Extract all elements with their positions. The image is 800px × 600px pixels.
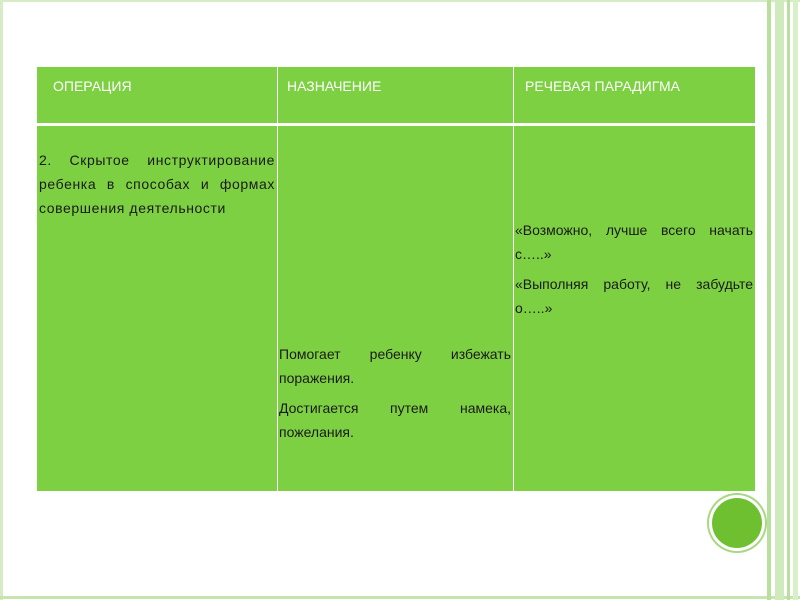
slide-stripe xyxy=(793,0,798,600)
slide-frame-bottom xyxy=(0,596,800,599)
cell-speech-paradigm xyxy=(515,218,753,326)
purpose-text-2: Достигается путем намека, пожелания. xyxy=(279,400,511,440)
header-speech-paradigm: РЕЧЕВАЯ ПАРАДИГМА xyxy=(525,78,680,94)
paradigm-text-1: «Возможно, лучше всего начать с…..» xyxy=(515,222,753,262)
paradigm-text-2: «Выполняя работу, не забудьте о…..» xyxy=(515,276,753,316)
slide-stripe xyxy=(775,0,784,600)
operation-text: 2. Скрытое инструктирование ребенка в способах и формах совершения деятельности xyxy=(39,152,275,216)
table-row xyxy=(37,126,755,491)
slide-stripe xyxy=(767,0,771,600)
header-operation: ОПЕРАЦИЯ xyxy=(53,78,132,94)
cell-purpose xyxy=(279,342,511,450)
operations-table xyxy=(37,67,755,491)
slide-frame-left xyxy=(0,0,3,600)
cell-operation xyxy=(39,148,275,226)
slide-frame-top xyxy=(0,0,800,2)
column-divider xyxy=(513,126,514,491)
column-divider xyxy=(277,126,278,491)
slide-stripe xyxy=(787,0,790,600)
header-purpose: НАЗНАЧЕНИЕ xyxy=(287,78,382,94)
purpose-text-1: Помогает ребенку избежать поражения. xyxy=(279,346,511,386)
table-header-row xyxy=(37,67,755,123)
decorative-circle xyxy=(712,498,762,548)
